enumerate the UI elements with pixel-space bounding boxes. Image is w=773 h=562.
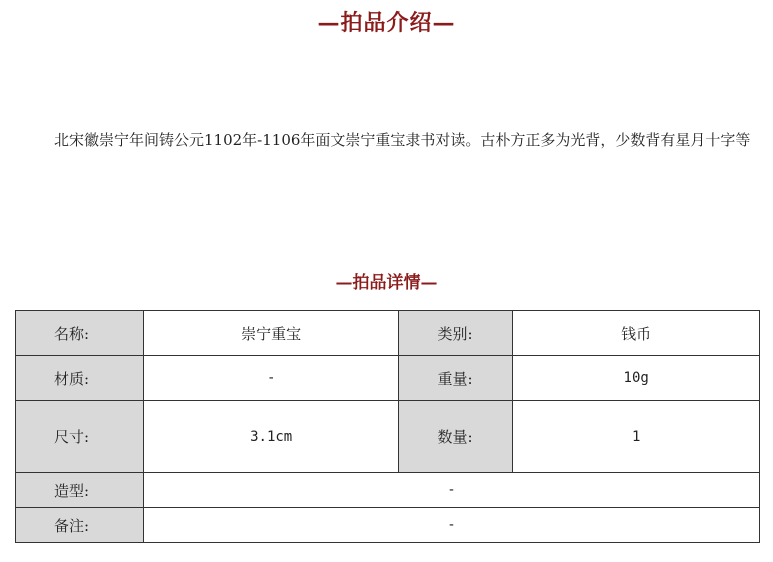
size-label: 尺寸:: [16, 401, 144, 473]
shape-label: 造型:: [16, 473, 144, 508]
name-value: 崇宁重宝: [143, 311, 399, 356]
remarks-label: 备注:: [16, 508, 144, 543]
quantity-value: 1: [513, 401, 760, 473]
intro-title: —拍品介绍—: [317, 10, 456, 36]
weight-label: 重量:: [399, 356, 513, 401]
category-value: 钱币: [513, 311, 760, 356]
remarks-value: -: [143, 508, 759, 543]
intro-description: 北宋徽崇宁年间铸公元1102年-1106年面文崇宁重宝隶书对读。古朴方正多为光背，少数背有星月十字等: [54, 131, 751, 149]
category-label: 类别:: [399, 311, 513, 356]
table-row: [16, 356, 760, 401]
material-label: 材质:: [16, 356, 144, 401]
details-table: [15, 310, 760, 543]
shape-value: -: [143, 473, 759, 508]
weight-value: 10g: [513, 356, 760, 401]
material-value: -: [143, 356, 399, 401]
table-row: [16, 473, 760, 508]
table-row: [16, 508, 760, 543]
table-row: [16, 401, 760, 473]
details-title: —拍品详情—: [335, 273, 438, 293]
quantity-label: 数量:: [399, 401, 513, 473]
table-row: [16, 311, 760, 356]
name-label: 名称:: [16, 311, 144, 356]
size-value: 3.1cm: [143, 401, 399, 473]
